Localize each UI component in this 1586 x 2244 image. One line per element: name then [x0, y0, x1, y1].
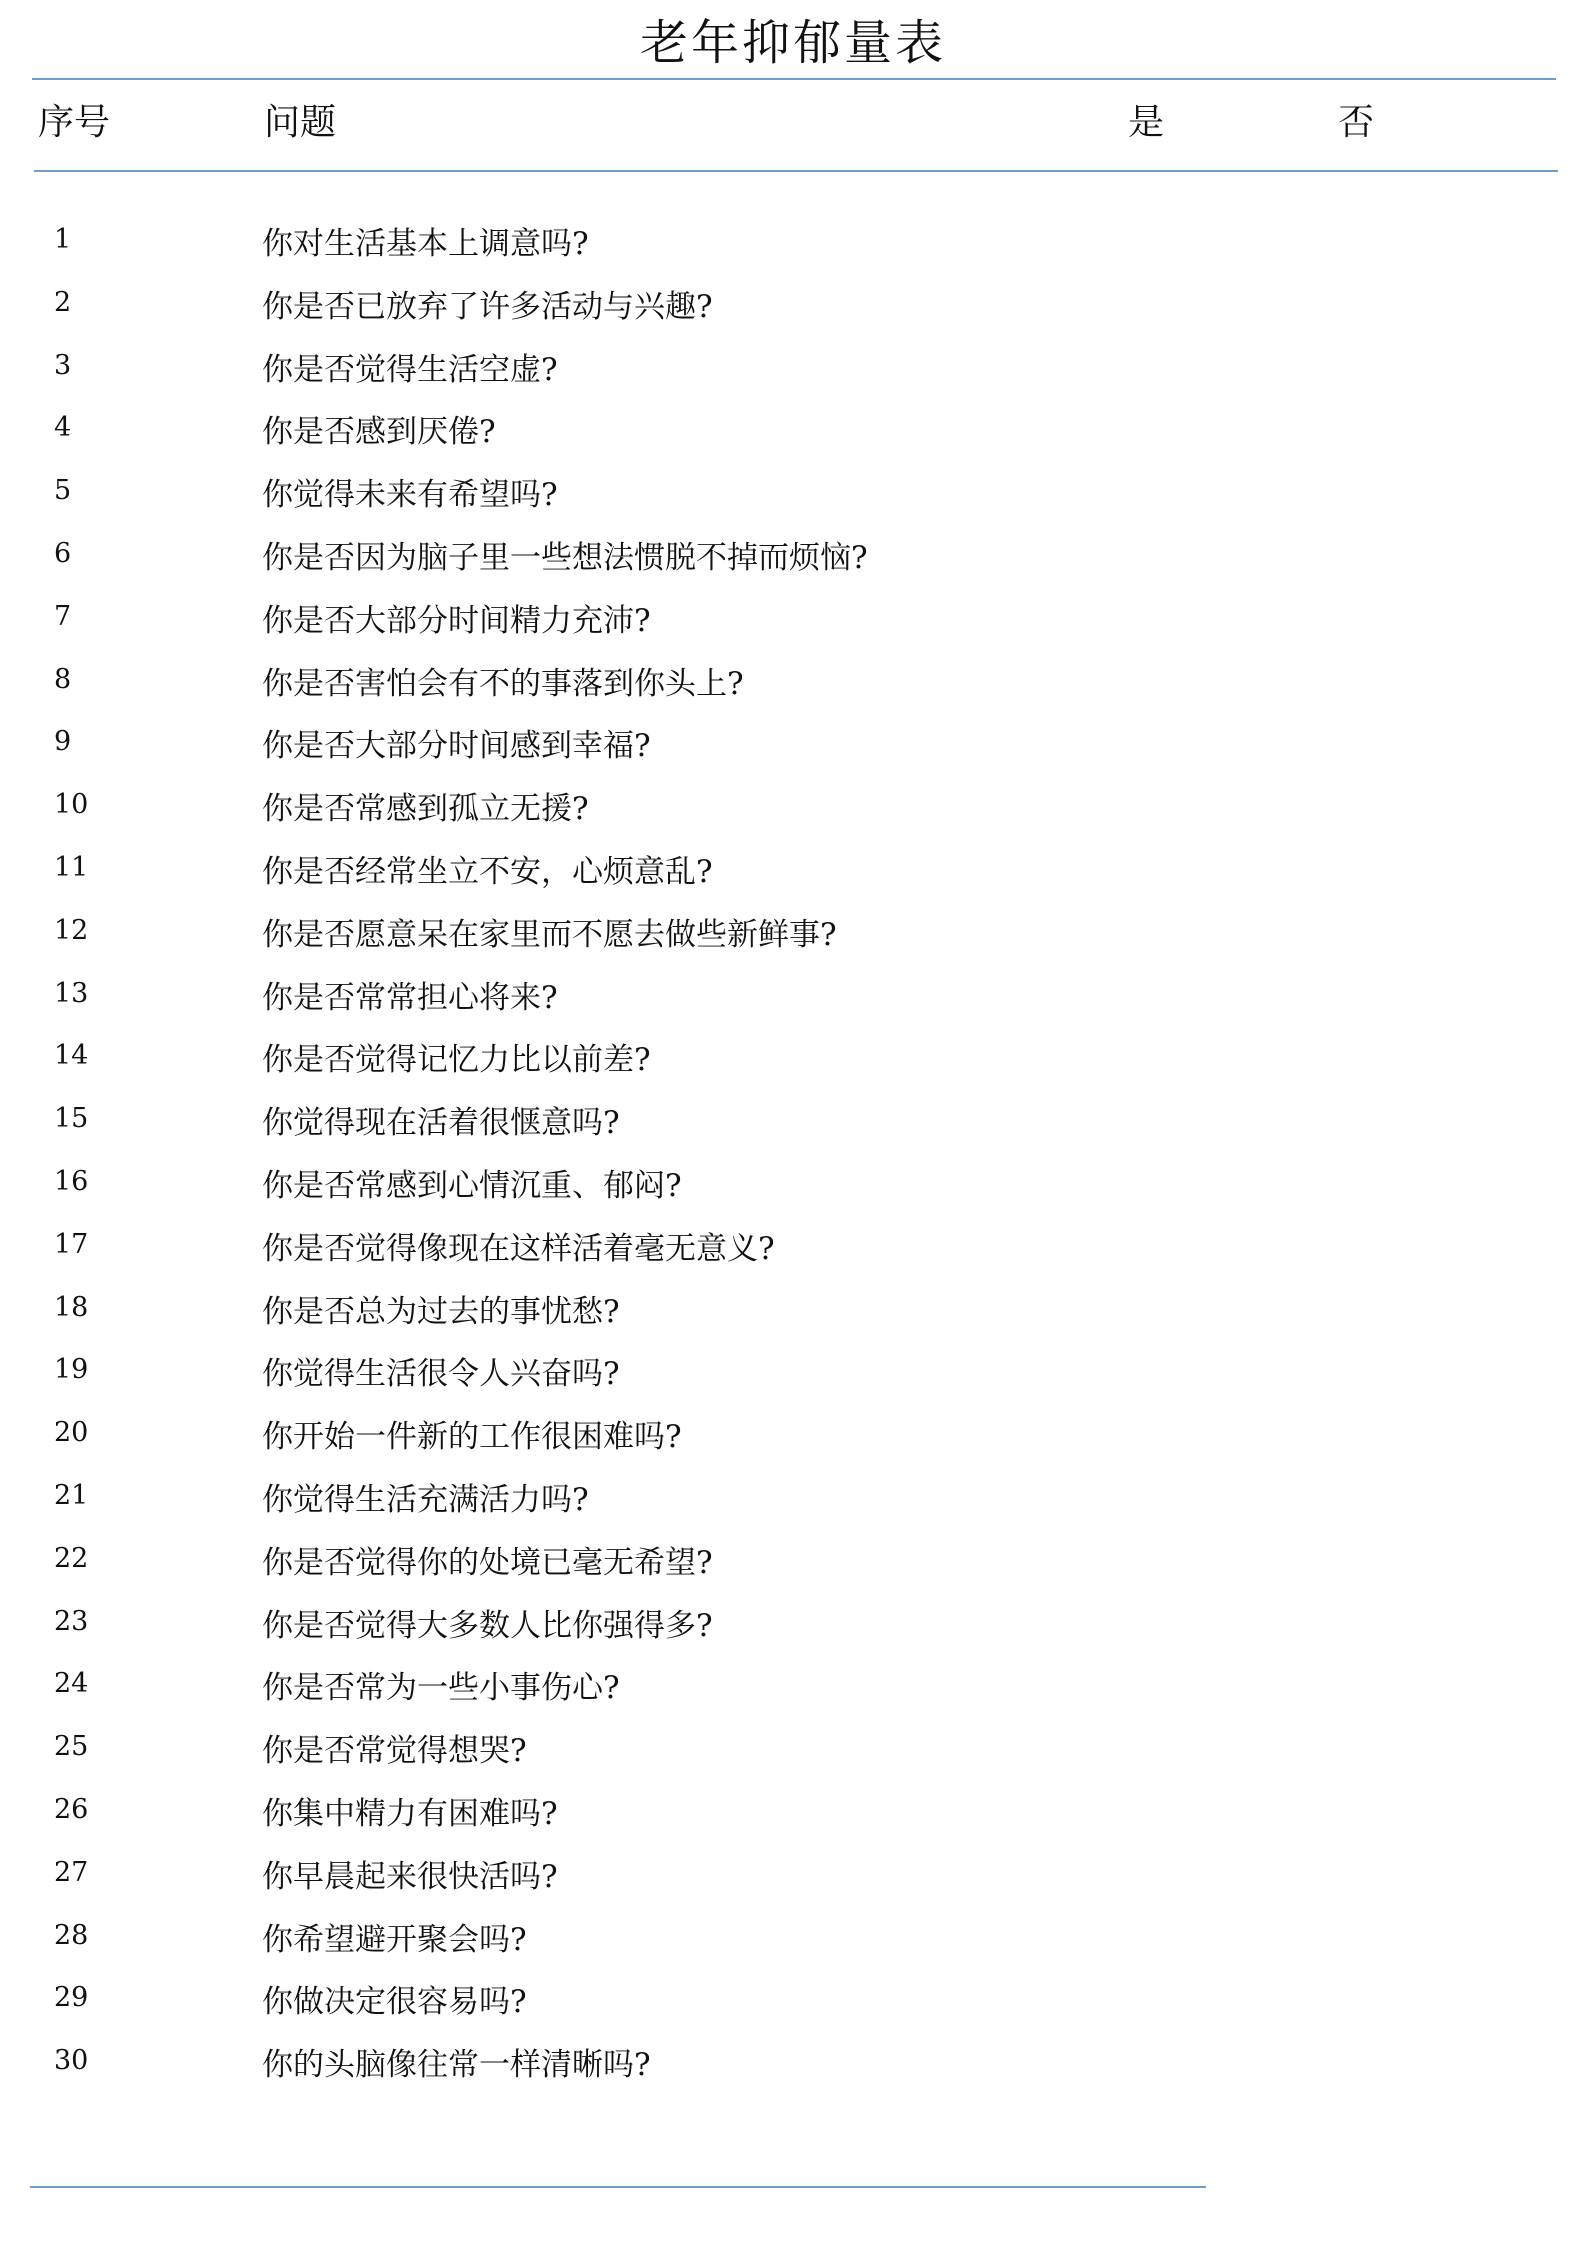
row-question: 你觉得生活充满活力吗?: [262, 1481, 589, 1518]
row-number: 11: [54, 851, 89, 883]
bottom-divider: [30, 2186, 1206, 2188]
table-row: [0, 1411, 1586, 1474]
table-row: [0, 1474, 1586, 1537]
row-number: 20: [54, 1417, 89, 1449]
row-question: 你开始一件新的工作很困难吗?: [262, 1419, 682, 1456]
row-question: 你是否害怕会有不的事落到你头上?: [262, 665, 744, 702]
row-question: 你是否觉得大多数人比你强得多?: [262, 1607, 713, 1644]
row-number: 16: [54, 1165, 89, 1197]
page-title: 老年抑郁量表: [639, 15, 946, 71]
row-number: 28: [54, 1919, 89, 1951]
row-question: 你是否大部分时间精力充沛?: [262, 602, 651, 639]
table-row: [0, 1097, 1586, 1160]
table-row: [0, 846, 1586, 909]
row-question: 你的头脑像往常一样清晰吗?: [262, 2047, 651, 2084]
row-question: 你是否总为过去的事忧愁?: [262, 1293, 620, 1330]
row-number: 17: [54, 1228, 89, 1260]
table-row: [0, 532, 1586, 595]
row-question: 你是否觉得生活空虚?: [262, 351, 558, 388]
table-row: [0, 1788, 1586, 1851]
row-number: 9: [54, 726, 72, 758]
table-row: [0, 344, 1586, 407]
row-question: 你是否常感到孤立无援?: [262, 791, 589, 828]
table-row: [0, 595, 1586, 658]
row-number: 21: [54, 1479, 89, 1511]
top-divider: [32, 78, 1556, 80]
row-number: 29: [54, 1982, 89, 2014]
row-number: 6: [54, 537, 72, 569]
row-number: 13: [54, 977, 89, 1009]
table-row: [0, 218, 1586, 281]
row-number: 18: [54, 1291, 89, 1323]
row-number: 7: [54, 600, 72, 632]
row-number: 15: [54, 1103, 89, 1135]
table-row: [0, 1662, 1586, 1725]
row-question: 你觉得现在活着很惬意吗?: [262, 1105, 620, 1142]
table-row: [0, 406, 1586, 469]
row-number: 26: [54, 1793, 89, 1825]
row-number: 30: [54, 2045, 89, 2077]
header-number: 序号: [38, 102, 111, 143]
row-number: 5: [54, 475, 72, 507]
table-row: [0, 2039, 1586, 2102]
row-question: 你集中精力有困难吗?: [262, 1795, 558, 1832]
table-row: [0, 1286, 1586, 1349]
row-question: 你是否常为一些小事伤心?: [262, 1670, 620, 1707]
row-number: 23: [54, 1605, 89, 1637]
table-row: [0, 1914, 1586, 1977]
row-number: 22: [54, 1542, 89, 1574]
table-row: [0, 1537, 1586, 1600]
row-number: 25: [54, 1731, 89, 1763]
row-number: 24: [54, 1668, 89, 1700]
row-question: 你希望避开聚会吗?: [262, 1921, 527, 1958]
table-row: [0, 658, 1586, 721]
row-number: 1: [54, 224, 72, 255]
row-number: 10: [54, 789, 89, 821]
row-question: 你是否因为脑子里一些想法惯脱不掉而烦恼?: [262, 539, 868, 576]
row-number: 27: [54, 1856, 89, 1888]
table-row: [0, 1725, 1586, 1788]
table-row: [0, 909, 1586, 972]
row-question: 你是否常常担心将来?: [262, 979, 558, 1016]
table-row: [0, 1851, 1586, 1914]
table-row: [0, 1223, 1586, 1286]
header-question: 问题: [264, 102, 337, 143]
row-number: 8: [54, 663, 72, 695]
table-row: [0, 469, 1586, 532]
row-question: 你是否大部分时间感到幸福?: [262, 728, 651, 765]
row-question: 你是否觉得你的处境已毫无希望?: [262, 1544, 713, 1581]
row-question: 你是否觉得像现在这样活着毫无意义?: [262, 1230, 775, 1267]
row-number: 14: [54, 1040, 89, 1072]
row-number: 12: [54, 914, 89, 946]
row-number: 2: [54, 286, 72, 318]
table-row: [0, 1600, 1586, 1663]
header-yes: 是: [1128, 102, 1165, 143]
row-question: 你是否觉得记忆力比以前差?: [262, 1042, 651, 1079]
row-number: 3: [54, 349, 72, 381]
row-question: 你觉得未来有希望吗?: [262, 477, 558, 514]
row-question: 你是否经常坐立不安，心烦意乱?: [262, 853, 713, 890]
row-question: 你早晨起来很快活吗?: [262, 1858, 558, 1895]
header-divider: [34, 170, 1558, 172]
table-row: [0, 1034, 1586, 1097]
row-question: 你觉得生活很令人兴奋吗?: [262, 1356, 620, 1393]
row-question: 你对生活基本上调意吗?: [262, 226, 589, 262]
row-question: 你是否愿意呆在家里而不愿去做些新鲜事?: [262, 916, 837, 953]
row-number: 4: [54, 412, 72, 444]
header-no: 否: [1338, 102, 1375, 143]
table-row: [0, 783, 1586, 846]
table-row: [0, 281, 1586, 344]
table-row: [0, 972, 1586, 1035]
row-question: 你是否常感到心情沉重、郁闷?: [262, 1167, 682, 1204]
row-number: 19: [54, 1354, 89, 1386]
row-question: 你是否已放弃了许多活动与兴趣?: [262, 288, 713, 325]
row-question: 你是否感到厌倦?: [262, 414, 496, 451]
table-row: [0, 1160, 1586, 1223]
table-row: [0, 720, 1586, 783]
table-row: [0, 1976, 1586, 2039]
row-question: 你做决定很容易吗?: [262, 1984, 527, 2021]
table-row: [0, 1348, 1586, 1411]
question-list: [0, 218, 1586, 2102]
row-question: 你是否常觉得想哭?: [262, 1733, 527, 1770]
